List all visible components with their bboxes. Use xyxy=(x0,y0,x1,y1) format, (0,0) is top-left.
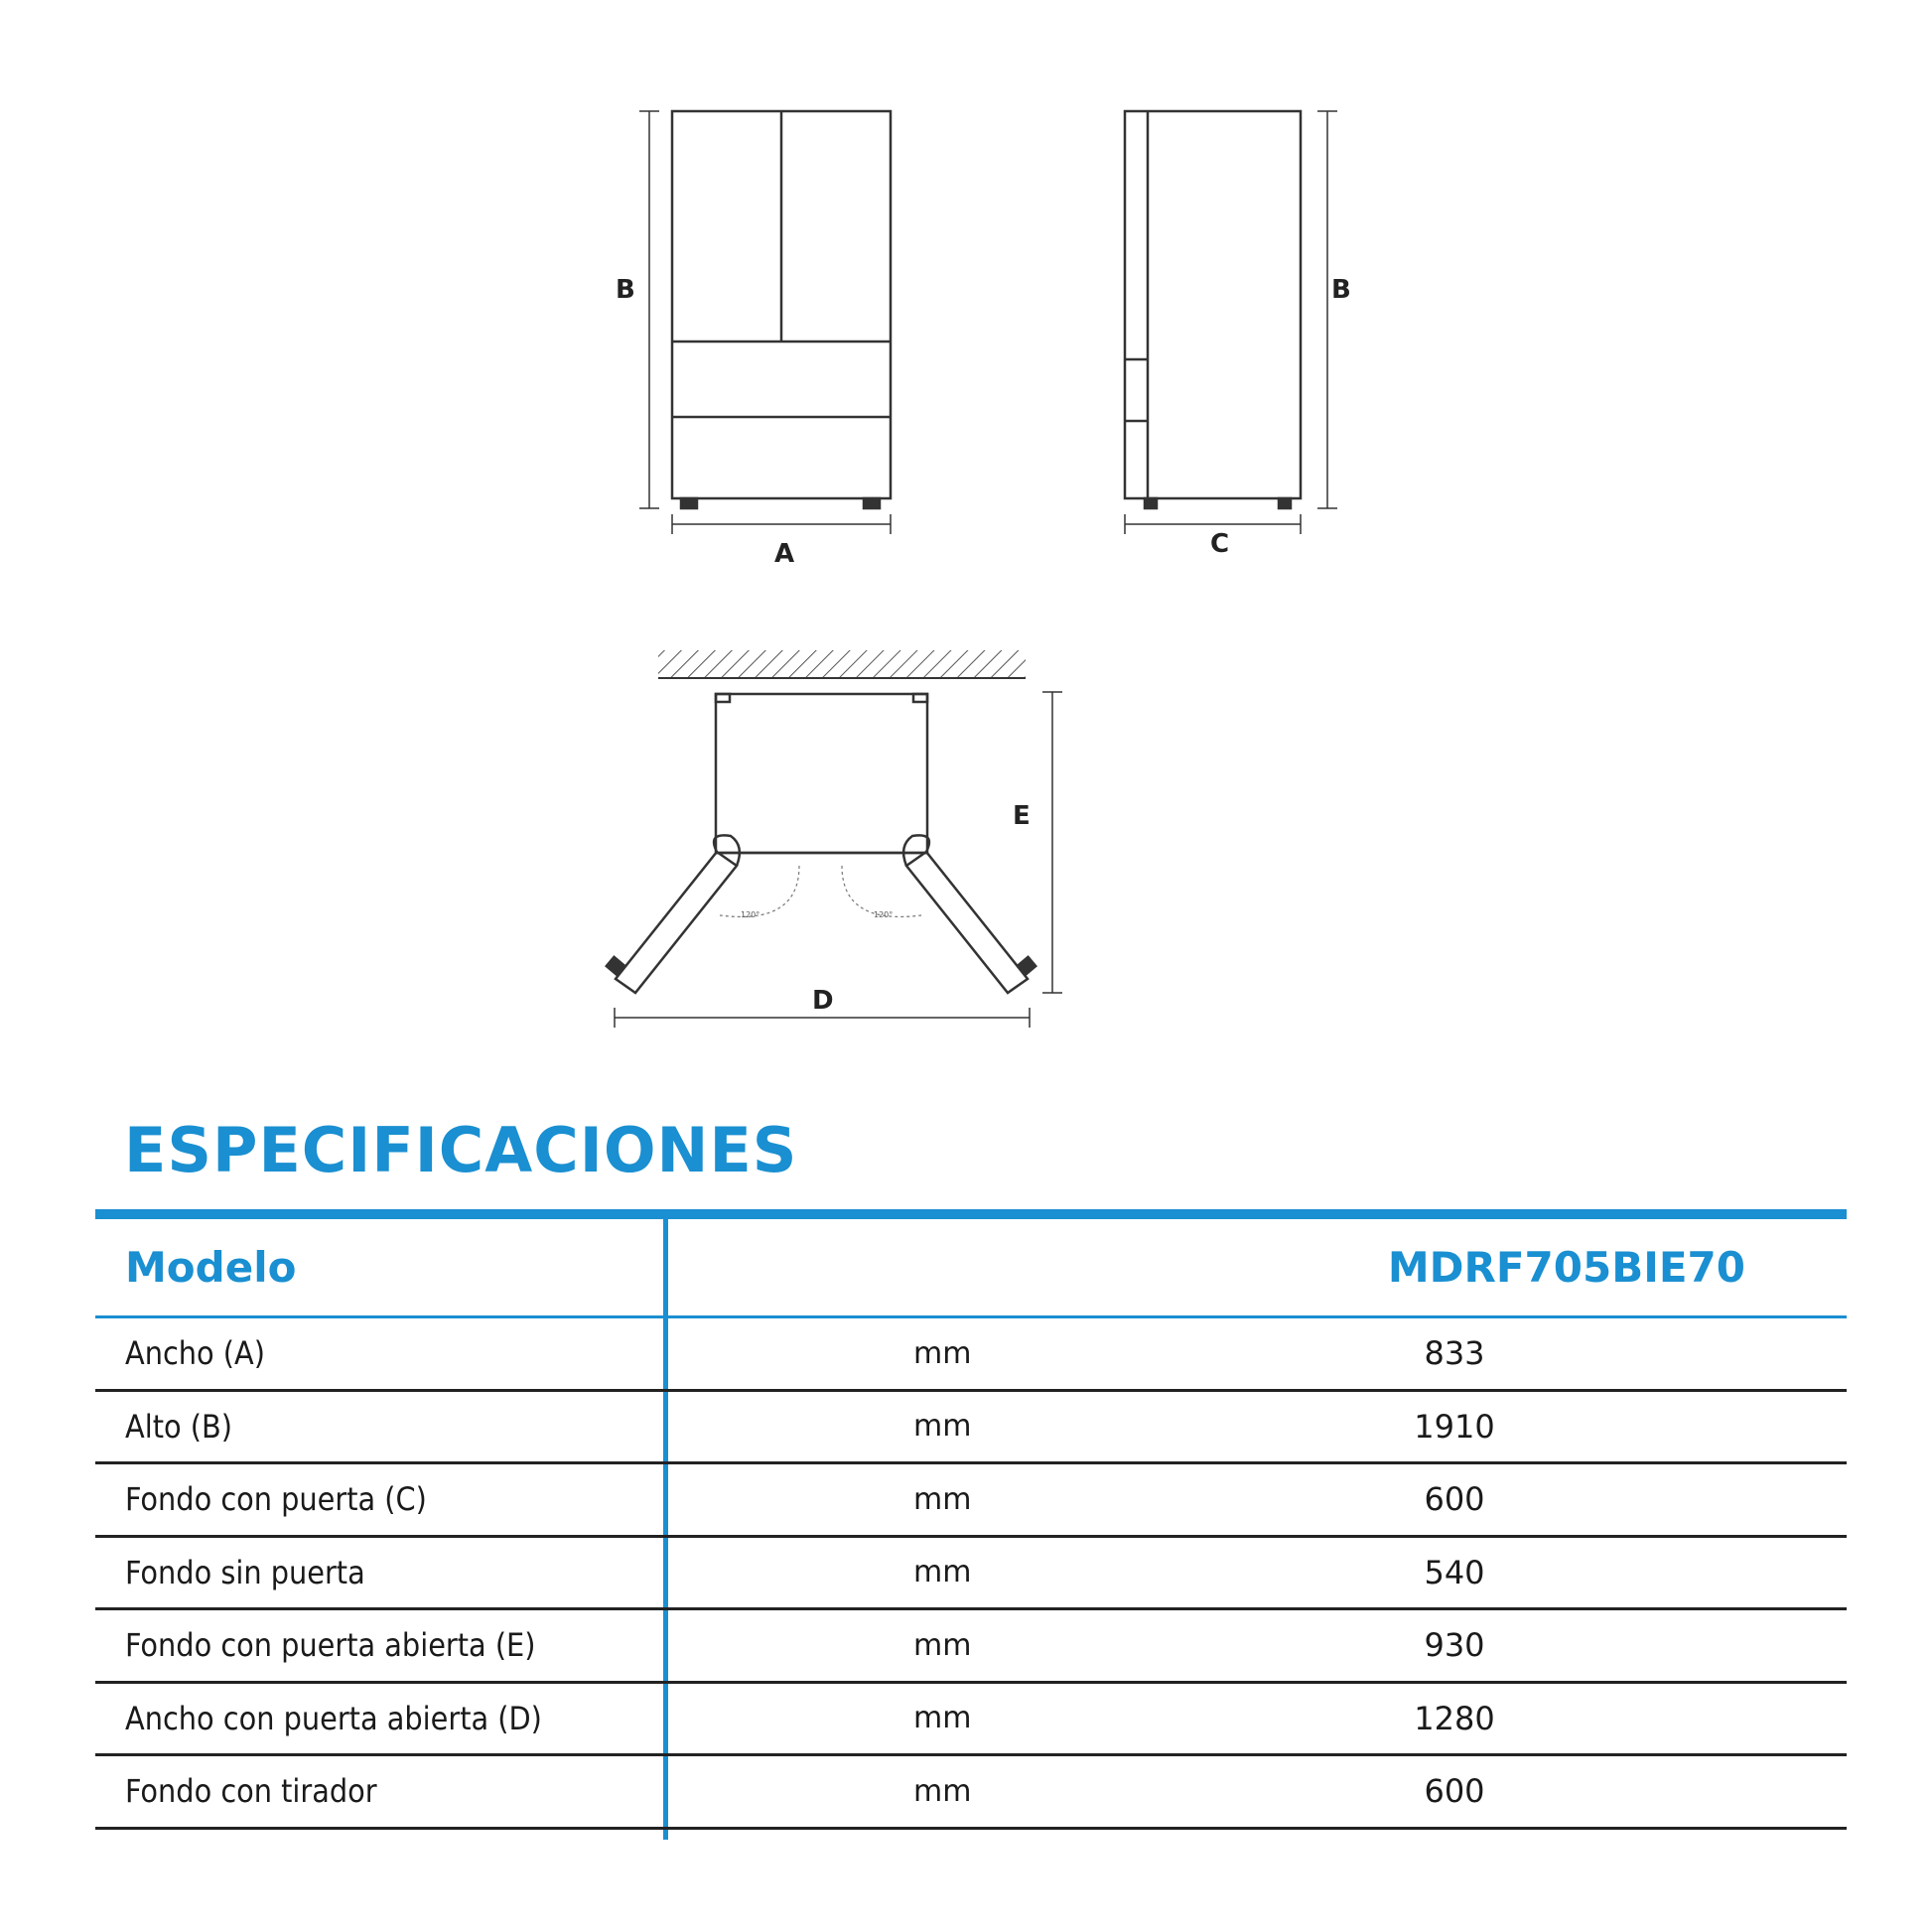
front-width-dimension xyxy=(672,514,891,534)
row-value: 1280 xyxy=(1414,1699,1495,1737)
door-angle-arcs xyxy=(720,866,921,916)
row-label: Ancho con puerta abierta (D) xyxy=(125,1699,542,1737)
specs-table xyxy=(95,1209,1847,1830)
header-model-value: MDRF705BIE70 xyxy=(1387,1243,1745,1292)
row-label: Fondo con tirador xyxy=(125,1772,377,1811)
header-model-label: Modelo xyxy=(125,1243,297,1292)
table-row xyxy=(95,1464,1847,1538)
table-header-row xyxy=(95,1219,1847,1318)
row-unit: mm xyxy=(913,1481,972,1517)
front-height-letter: B xyxy=(616,275,635,305)
side-view xyxy=(1125,111,1301,508)
row-unit: mm xyxy=(913,1773,972,1809)
side-depth-letter: C xyxy=(1210,529,1230,559)
row-label: Fondo sin puerta xyxy=(125,1553,365,1591)
table-row xyxy=(95,1318,1847,1392)
wall-hatch xyxy=(658,650,1026,678)
table-top-rule xyxy=(95,1209,1847,1219)
table-row xyxy=(95,1392,1847,1465)
row-value: 833 xyxy=(1424,1334,1485,1373)
side-height-letter: B xyxy=(1331,275,1351,305)
row-value: 600 xyxy=(1424,1772,1485,1811)
table-row xyxy=(95,1610,1847,1684)
row-value: 600 xyxy=(1424,1480,1485,1519)
table-row xyxy=(95,1538,1847,1611)
row-unit: mm xyxy=(913,1701,972,1736)
angle-right-label: 120° xyxy=(874,910,894,919)
row-unit: mm xyxy=(913,1627,972,1663)
table-body xyxy=(95,1318,1847,1830)
table-row xyxy=(95,1684,1847,1757)
row-value: 1910 xyxy=(1414,1407,1495,1446)
row-label: Ancho (A) xyxy=(125,1334,265,1373)
specs-title: ESPECIFICACIONES xyxy=(124,1114,798,1186)
open-depth-letter: E xyxy=(1013,801,1031,831)
angle-left-label: 120° xyxy=(741,910,760,919)
row-unit: mm xyxy=(913,1555,972,1590)
side-height-dimension xyxy=(1317,111,1337,508)
row-label: Fondo con puerta abierta (E) xyxy=(125,1626,536,1665)
top-view xyxy=(607,694,1035,993)
front-width-letter: A xyxy=(774,539,795,569)
row-unit: mm xyxy=(913,1335,972,1371)
open-width-letter: D xyxy=(812,986,834,1016)
row-value: 540 xyxy=(1424,1553,1485,1591)
row-value: 930 xyxy=(1424,1626,1485,1665)
row-label: Alto (B) xyxy=(125,1407,232,1446)
table-row xyxy=(95,1756,1847,1830)
front-view xyxy=(672,111,891,508)
open-depth-dimension xyxy=(1042,692,1062,993)
front-height-dimension xyxy=(639,111,659,508)
row-unit: mm xyxy=(913,1409,972,1445)
row-label: Fondo con puerta (C) xyxy=(125,1480,427,1519)
